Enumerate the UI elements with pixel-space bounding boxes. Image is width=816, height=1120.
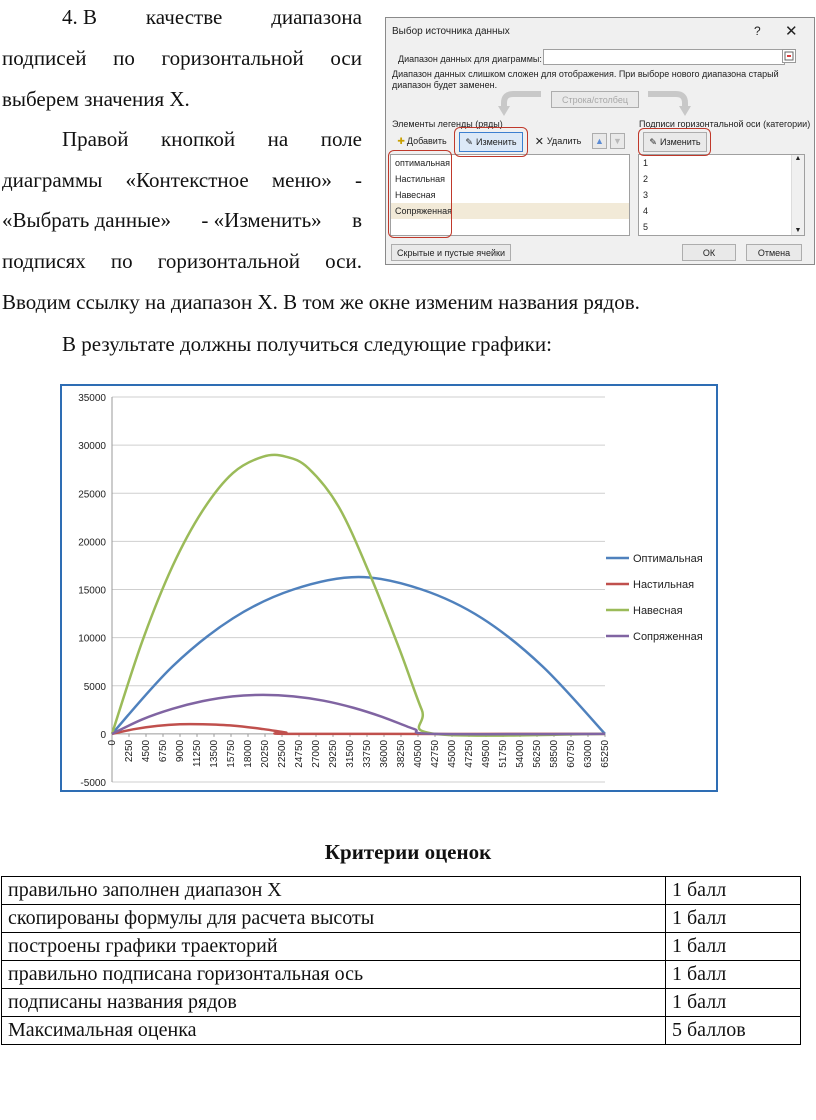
word: 4. В (62, 5, 98, 29)
trajectory-chart (60, 384, 718, 792)
word: «Контекстное (125, 168, 249, 192)
word: - (355, 168, 362, 192)
word: по (110, 249, 133, 273)
legend-label: Элементы легенды (ряды) (392, 119, 503, 129)
ok-label: ОК (702, 247, 716, 258)
edit-icon: ✎ (465, 136, 473, 147)
cancel-button[interactable] (746, 244, 802, 261)
word: горизонтальной (161, 46, 304, 70)
list-item[interactable]: Навесная (395, 190, 436, 200)
hidden-empty-cells-button[interactable] (391, 244, 511, 261)
x-tick-label: 29250 (328, 739, 339, 768)
word: меню» (271, 168, 332, 192)
y-tick-label: 10000 (78, 633, 106, 645)
list-item[interactable]: 3 (643, 190, 649, 200)
word: на (267, 127, 289, 151)
x-tick-label: 47250 (464, 739, 475, 768)
dialog-title: Выбор источника данных (392, 26, 510, 37)
add-series-button[interactable] (394, 131, 450, 151)
table-row (2, 1017, 801, 1045)
y-tick-label: 30000 (78, 441, 106, 453)
y-tick-label: 20000 (78, 537, 106, 549)
paragraph-line-8: Вводим ссылку на диапазон X. В том же окне изменим названия рядов. (2, 290, 640, 314)
table-row (2, 933, 801, 961)
x-tick-label: 13500 (209, 739, 220, 768)
paragraph-line-6 (2, 210, 362, 231)
range-input[interactable] (543, 49, 785, 65)
list-item[interactable]: 4 (643, 206, 649, 216)
x-tick-label: 51750 (498, 739, 509, 768)
y-tick-label: 25000 (78, 489, 106, 501)
switch-row-column-button[interactable] (551, 91, 639, 108)
word: поле (320, 127, 362, 151)
delete-icon: ✕ (534, 135, 544, 148)
paragraph-line-4 (62, 129, 362, 150)
y-tick-label: 15000 (78, 585, 106, 597)
criterion-label: подписаны названия рядов (2, 989, 666, 1017)
criterion-points: 1 балл (666, 933, 801, 961)
criterion-label: построены графики траекторий (2, 933, 666, 961)
table-row (2, 989, 801, 1017)
x-tick-label: 9000 (175, 739, 186, 763)
table-row (2, 905, 801, 933)
left-arrow-icon (498, 88, 543, 120)
criteria-table (1, 876, 801, 1045)
x-tick-label: 15750 (226, 739, 237, 768)
cancel-label: Отмена (757, 247, 791, 258)
x-tick-label: 63000 (583, 739, 594, 768)
x-tick-label: 24750 (294, 739, 305, 768)
y-tick-label: 5000 (83, 681, 106, 693)
criterion-points: 1 балл (666, 961, 801, 989)
word: качестве (145, 5, 223, 29)
delete-label: Удалить (546, 136, 582, 146)
edit-axis-icon: ✎ (649, 136, 657, 147)
x-tick-label: 11250 (192, 739, 203, 767)
paragraph-line-5 (2, 170, 362, 191)
axis-label: Подписи горизонтальной оси (категории) (639, 119, 811, 129)
select-data-source-dialog (385, 17, 815, 265)
table-row (2, 961, 801, 989)
x-tick-label: 45000 (447, 739, 458, 768)
criteria-title: Критерии оценок (324, 840, 492, 864)
y-tick-label: -5000 (80, 778, 106, 789)
list-item[interactable]: 5 (643, 222, 649, 232)
x-tick-label: 6750 (158, 739, 169, 763)
close-button[interactable]: ✕ (785, 23, 798, 40)
x-tick-label: 49500 (481, 739, 492, 768)
x-tick-label: 65250 (600, 739, 611, 768)
range-note: Диапазон данных слишком сложен для отображения. При выборе нового диапазона старый диапазон будет заменен. (392, 69, 779, 90)
x-tick-label: 27000 (311, 739, 322, 768)
legend-label: Оптимальная (633, 553, 703, 565)
criterion-points: 1 балл (666, 905, 801, 933)
delete-series-button[interactable] (530, 131, 586, 151)
help-button[interactable]: ? (754, 24, 761, 38)
scrollbar[interactable] (791, 155, 804, 235)
x-tick-label: 40500 (413, 739, 424, 768)
word: - «Изменить» (201, 208, 322, 232)
scroll-down-icon[interactable]: ▼ (794, 227, 802, 234)
add-icon: ✚ (397, 135, 405, 146)
collapse-range-icon[interactable] (782, 49, 796, 63)
list-item[interactable]: 2 (643, 174, 649, 184)
criterion-points: 5 баллов (666, 1017, 801, 1045)
paragraph-line-9: В результате должны получиться следующие графики: (62, 332, 552, 356)
x-tick-label: 56250 (532, 739, 543, 768)
paragraph-line-1 (62, 7, 362, 28)
highlight-edit-button (454, 127, 528, 157)
word: оси (330, 46, 362, 70)
word: подписях (2, 249, 86, 273)
edit-axis-label: Изменить (659, 137, 701, 147)
criterion-label: правильно подписана горизонтальная ось (2, 961, 666, 989)
highlight-series-list (388, 150, 452, 238)
x-tick-label: 20250 (260, 739, 271, 768)
category-list[interactable] (638, 154, 805, 236)
chart-frame (61, 385, 717, 791)
paragraph-line-2 (2, 48, 362, 69)
x-tick-label: 60750 (566, 739, 577, 768)
edit-label: Изменить (475, 137, 517, 147)
list-item[interactable]: Сопряженная (391, 203, 629, 219)
paragraph-line-3: выберем значения X. (2, 87, 190, 111)
legend-label: Сопряженная (633, 631, 703, 643)
ok-button[interactable] (682, 244, 736, 261)
table-row (2, 877, 801, 905)
word: «Выбрать данные» (2, 208, 171, 232)
word: в (352, 208, 362, 232)
x-tick-label: 4500 (141, 739, 152, 763)
y-tick-label: 0 (100, 729, 106, 741)
hidden-label: Скрытые и пустые ячейки (397, 247, 505, 258)
x-tick-label: 0 (107, 739, 118, 746)
x-tick-label: 22500 (277, 739, 288, 768)
word: диапазона (271, 5, 362, 29)
criterion-label: правильно заполнен диапазон X (2, 877, 666, 905)
right-arrow-icon (646, 88, 691, 120)
add-label: Добавить (406, 136, 447, 146)
y-tick-label: 35000 (78, 393, 106, 404)
list-item[interactable]: 1 (643, 158, 649, 168)
criterion-label: скопированы формулы для расчета высоты (2, 905, 666, 933)
paragraph-line-7 (2, 251, 362, 272)
word: оси. (325, 249, 362, 273)
highlight-axis-edit-button (638, 128, 711, 156)
criterion-label: Максимальная оценка (2, 1017, 666, 1045)
criterion-points: 1 балл (666, 989, 801, 1017)
x-tick-label: 36000 (379, 739, 390, 768)
word: по (113, 46, 135, 70)
x-tick-label: 2250 (124, 739, 135, 763)
criterion-points: 1 балл (666, 877, 801, 905)
x-tick-label: 31500 (345, 739, 356, 768)
x-tick-label: 54000 (515, 739, 526, 768)
word: диаграммы (2, 168, 103, 192)
legend-label: Настильная (633, 579, 695, 591)
x-tick-label: 18000 (243, 739, 254, 768)
switch-label: Строка/столбец (561, 94, 629, 105)
word: горизонтальной (157, 249, 300, 273)
word: подписей (2, 46, 87, 70)
x-tick-label: 38250 (396, 739, 407, 768)
arrow-down-icon[interactable]: ▼ (610, 133, 625, 149)
x-tick-label: 58500 (549, 739, 560, 768)
x-tick-label: 42750 (430, 739, 441, 768)
word: кнопкой (161, 127, 236, 151)
legend-label: Навесная (633, 605, 683, 617)
scroll-up-icon[interactable]: ▲ (794, 155, 802, 162)
list-item[interactable]: Настильная (395, 174, 445, 184)
x-tick-label: 33750 (362, 739, 373, 768)
list-item[interactable]: оптимальная (395, 158, 451, 168)
range-label: Диапазон данных для диаграммы: (398, 54, 542, 64)
arrow-up-icon[interactable]: ▲ (592, 133, 607, 149)
word: Правой (62, 127, 129, 151)
